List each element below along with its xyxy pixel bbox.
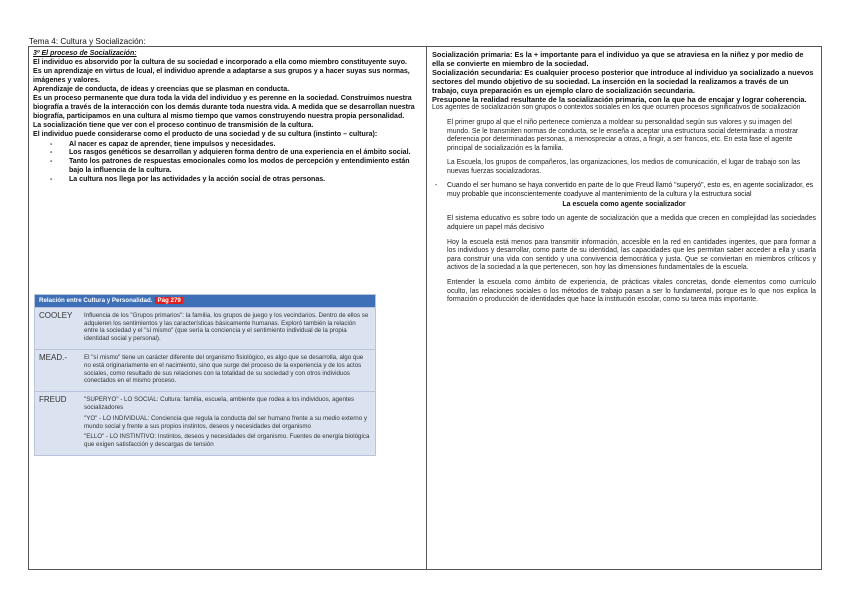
desc-paragraph: Influencia de los "Grupos primarios": la familia, los grupos de juego y los vecindarios. Dentro de ellos se adquieren los sentimientos y las características básicamente humanas. Exploró también la relación entre la sociedad y el "sí mismo" (que sería la conciencia y el sentimiento individual de la propia identidad social y personal). <box>84 311 369 343</box>
column-divider <box>426 47 427 569</box>
document-title: Tema 4: Cultura y Socialización: <box>29 37 146 46</box>
text-line: El individuo puede considerarse como el producto de una sociedad y de su cultura (instinto – cultura): <box>33 130 378 138</box>
section-heading: 3º El proceso de Socialización: <box>33 50 137 57</box>
intro-paragraph: Socialización secundaria: Es cualquier proceso posterior que introduce al individuo ya socializado a nuevos sectores del mundo objetivo de su sociedad. La inserción en la sociedad la realizamos a través de un trabajo, cuya preparación es un ejemplo claro de socialización secundaria. <box>432 68 814 95</box>
box-header <box>35 295 375 307</box>
school-paragraph: El sistema educativo es sobre todo un agente de socialización que a medida que crecen en complejidad las sociedades adquiere un papel más decisivo <box>447 215 816 231</box>
list-item: - Los rasgos genéticos se desarrollan y adquieren forma dentro de una experiencia en el ámbito social. <box>33 149 421 158</box>
desc-paragraph: "ELLO" - LO INSTINTIVO: Instintos, deseos y necesidades del organismo. Fuentes de energía biológica que exigen satisfacción y descargas de tensión <box>84 433 370 449</box>
author-desc <box>84 354 371 388</box>
list-item: - Al nacer es capaz de aprender, tiene impulsos y necesidades. <box>33 141 421 150</box>
author-row <box>35 391 375 455</box>
culture-personality-box <box>34 294 376 456</box>
intro-paragraph: Socialización primaria: Es la + importante para el individuo ya que se atraviesa en la niñez y por medio de ella se convierte en miembro de la sociedad. <box>432 50 804 68</box>
list-item: - La cultura nos llega por las actividades y la acción social de otras personas. <box>33 176 421 185</box>
text-line: La socialización tiene que ver con el proceso continuo de transmisión de la cultura. <box>33 121 314 129</box>
text-line: Es un aprendizaje en virtus de lcual, el individuo aprende a adaptarse a sus grupos y a hacer suyas sus normas, imágenes y valores. <box>33 67 410 84</box>
school-paragraph: Hoy la escuela está menos para transmitir información, accesible en la red en cantidades ingentes, que para formar a los individuos y desarrollar, como parte de su identidad, las capacidades que les permitan saber acceder a ella y usarla para construir una vida con sentido y una convivencia democrática y justa. Que se conviertan en miembros críticos y activos de la sociedad a la que pertenecen, son hoy las dimensiones fundamentales de la escuela. <box>447 238 816 272</box>
right-column <box>432 50 816 305</box>
author-name: COOLEY <box>39 310 73 320</box>
author-row <box>35 307 375 349</box>
subtitle: La escuela como agente socializador <box>562 201 686 209</box>
desc-paragraph: "SUPERYO" - LO SOCIAL: Cultura: familia, escuela, ambiente que rodea a los individuos, agentes socializadores <box>84 396 355 411</box>
left-column <box>33 50 421 185</box>
author-name: MEAD.- <box>39 352 67 362</box>
intro-paragraph: Presupone la realidad resultante de la socialización primaria, con la que ha de encajar y lograr coherencia. <box>432 95 807 104</box>
dash-item: - Cuando el ser humano se haya convertido en parte de lo que Freud llamó "superyó", esto es, en agente socializador, es muy probable que inconscientemente coadyuve al mantenimiento de la cultura y la estructura social <box>432 182 816 199</box>
text-line: Aprendizaje de conducta, de ideas y creencias que se plasman en conducta. <box>33 85 290 93</box>
panel-paragraph: El primer grupo al que el niño pertenece comienza a moldear su personalidad según sus valores y su imagen del mundo. Se le transmiten normas de conducta, se le enseña a aceptar una estructura social determinada: a mostrar deferencia por determinadas personas, a menospreciar a otras, a fingir, a ser francos, etc. En esta fase el agente principal de socialización es la familia. <box>447 119 799 152</box>
desc-paragraph: El "sí mismo" tiene un carácter diferente del organismo fisiológico, es algo que se desarrolla, algo que no está originariamente en el nacimiento, sino que surge del proceso de la experiencia y de los actos sociales, como resultado de sus relaciones con la totalidad de su sociedad y con otros individuos conectados en el mismo proceso. <box>84 353 364 385</box>
desc-paragraph: "YO" - LO INDIVIDUAL: Conciencia que regula la conducta del ser humano frente a su medio externo y mundo social y frente a sus propios instintos, deseos y necesidades del organismo <box>84 414 367 430</box>
author-row <box>35 349 375 391</box>
author-desc <box>84 312 371 346</box>
panel-paragraph: La Escuela, los grupos de compañeros, las organizaciones, los medios de comunicación, el lugar de trabajo son las nuevas fuerzas socializadoras. <box>447 159 801 175</box>
author-desc <box>84 396 371 452</box>
bullet-list <box>33 141 421 186</box>
page-tag: Pág 279 <box>157 297 181 304</box>
text-line: Es un proceso permanente que dura toda la vida del individuo y es perenne en la sociedad. Construimos nuestra biografía a través de la interacción con los demás durante toda nuestra vida. A medida que se desarrollan nuestra biografía, participamos en una cultura al mismo tiempo que vamos construyendo nuestra propia personalidad. <box>33 94 415 120</box>
two-column-table <box>28 46 822 570</box>
school-paragraph: Entender la escuela como ámbito de experiencia, de prácticas vitales concretas, donde elementos como currículo oculto, las relaciones sociales o los métodos de trabajo pasan a ser lo fundamental, porque es lo que nos explica la formación o producción de identidades que hace la institución escolar, como su tarea más importante. <box>447 278 816 304</box>
agents-panel <box>447 119 816 176</box>
box-header-text: Relación entre Cultura y Personalidad. <box>39 297 153 304</box>
text-line: El individuo es absorvido por la cultura de su sociedad e incorporado a ella como miembro constituyente suyo. <box>33 58 407 66</box>
list-item: - Tanto los patrones de respuestas emocionales como los modos de percepción y entendimiento están bajo la influencia de la cultura. <box>33 158 421 176</box>
agents-intro: Los agentes de socialización son grupos o contextos sociales en los que ocurren procesos significativos de socialización <box>432 104 801 111</box>
author-name: FREUD <box>39 395 67 405</box>
